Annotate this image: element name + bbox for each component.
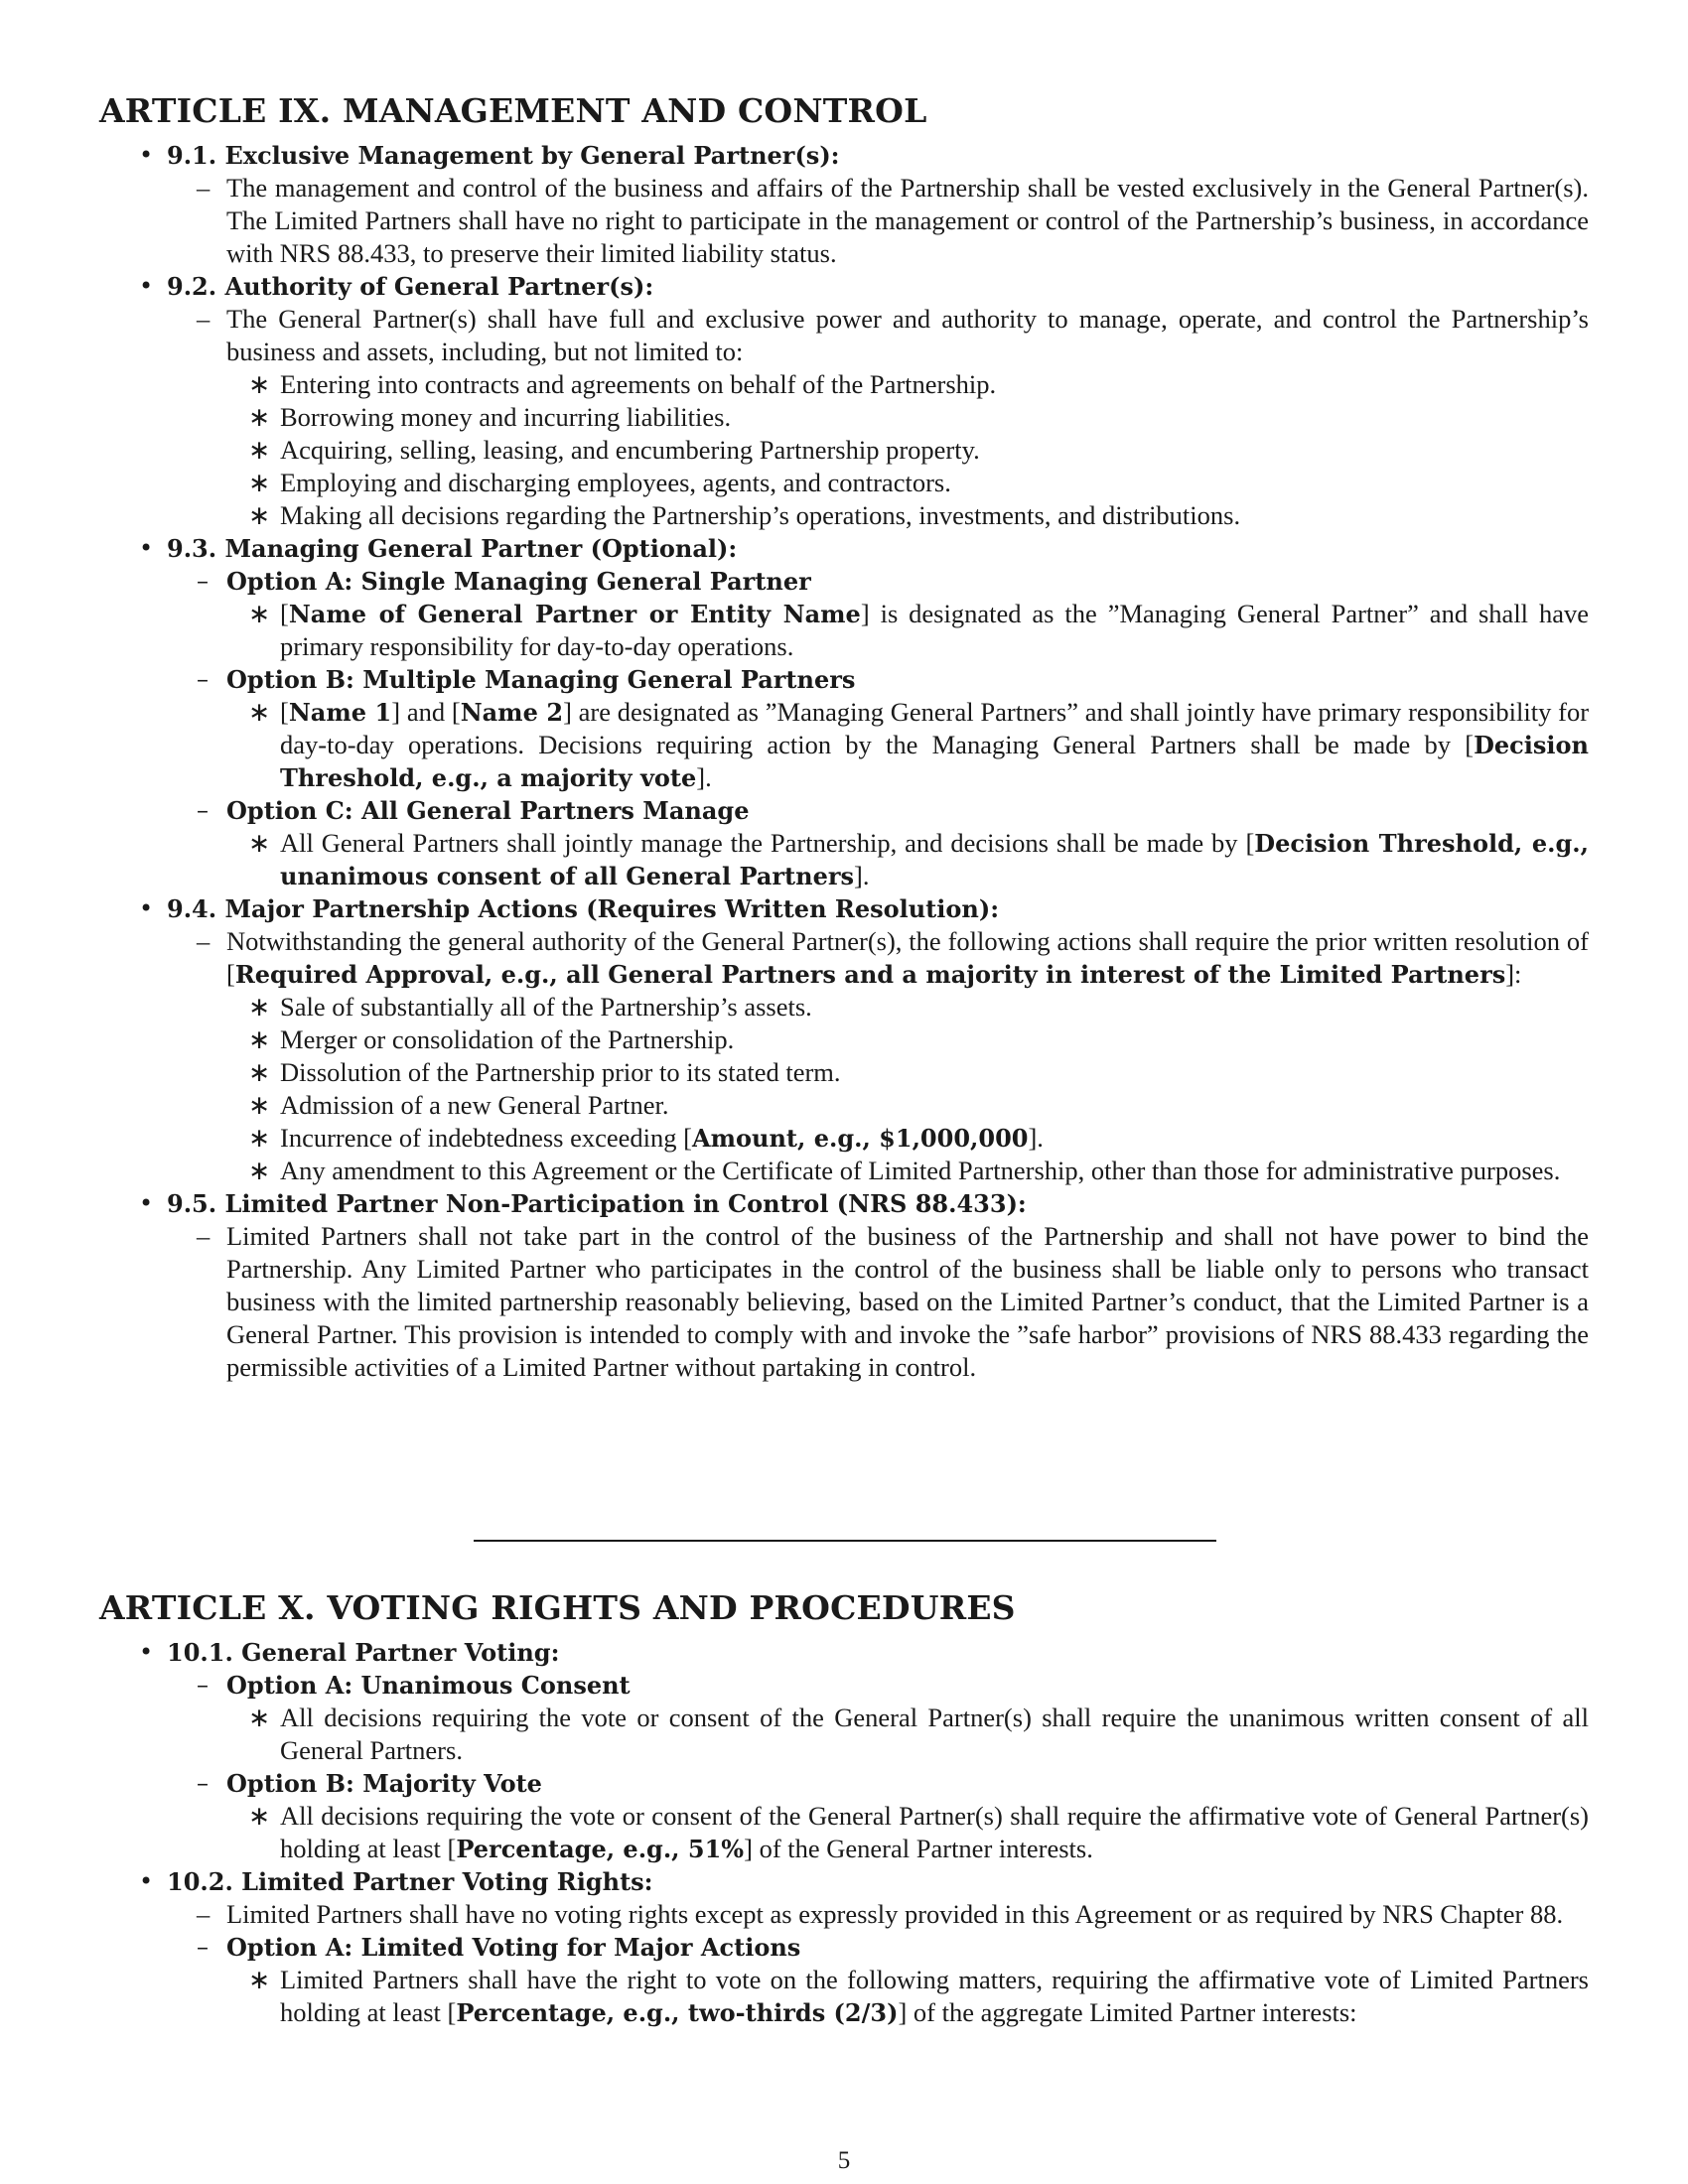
section-9-2-text: – The General Partner(s) shall have full and exclusive power and authority to manage, operate, and control the Partnership’s business and assets, including, but not limited to: <box>99 303 1589 368</box>
page-number: 5 <box>837 2147 851 2174</box>
section-9-4-heading: • 9.4. Major Partnership Actions (Requires Written Resolution): <box>99 892 1589 925</box>
section-10-1-heading: • 10.1. General Partner Voting: <box>99 1636 1589 1669</box>
option-text: All decisions requiring the vote or consent of the General Partner(s) shall require the affirmative vote of General Partner(s) holding at least <box>280 1801 1589 1863</box>
placeholder-field: Name 2 <box>460 698 564 727</box>
list-item: ∗ Merger or consolidation of the Partnership. <box>99 1024 1589 1056</box>
section-10-2-text: – Limited Partners shall have no voting rights except as expressly provided in this Agreement or as required by NRS Chapter 88. <box>99 1898 1589 1931</box>
section-divider <box>474 1540 1216 1542</box>
section-9-5-heading: • 9.5. Limited Partner Non-Participation in Control (NRS 88.433): <box>99 1187 1589 1220</box>
option-b-heading: – Option B: Multiple Managing General Partners <box>99 663 1589 696</box>
placeholder-field: Required Approval, e.g., all General Partners and a majority in interest of the Limited Partners <box>234 960 1506 989</box>
placeholder-field: Amount, e.g., $1,000,000 <box>691 1124 1029 1153</box>
option-b-heading: – Option B: Majority Vote <box>99 1767 1589 1800</box>
section-9-5-text: – Limited Partners shall not take part in the control of the business of the Partnership and shall not have power to bind the Partnership. Any Limited Partner who participates in the control of the business shall be liable only to persons who transact business with the limited partnership reasonably believing, based on the Limited Partner’s conduct, that the Limited Partner is a General Partner. This provision is intended to comply with and invoke the ”safe harbor” provisions of NRS 88.433 regarding the permissible activities of a Limited Partner without partaking in control. <box>99 1220 1589 1384</box>
list-item: ∗ Sale of substantially all of the Partnership’s assets. <box>99 991 1589 1024</box>
placeholder-field: Decision Threshold, e.g., a majority vote <box>280 731 1589 792</box>
list-item: ∗ Employing and discharging employees, agents, and contractors. <box>99 467 1589 499</box>
option-b-text: ∗ All decisions requiring the vote or consent of the General Partner(s) shall require the affirmative vote of General Partner(s) holding at least [Percentage, e.g., 51%] of the General Partner interests. <box>99 1800 1589 1865</box>
article-10 <box>99 1588 1589 2029</box>
list-item: ∗ Incurrence of indebtedness exceeding [Amount, e.g., $1,000,000]. <box>99 1122 1589 1155</box>
section-9-2-heading: • 9.2. Authority of General Partner(s): <box>99 270 1589 303</box>
list-item: ∗ Dissolution of the Partnership prior to its stated term. <box>99 1056 1589 1089</box>
list-item: ∗ Any amendment to this Agreement or the Certificate of Limited Partnership, other than those for administrative purposes. <box>99 1155 1589 1187</box>
placeholder-field: Decision Threshold, e.g., unanimous consent of all General Partners <box>280 829 1589 890</box>
section-9-1-text: – The management and control of the business and affairs of the Partnership shall be vested exclusively in the General Partner(s). The Limited Partners shall have no right to participate in the management or control of the Partnership’s business, in accordance with NRS 88.433, to preserve their limited liability status. <box>99 172 1589 270</box>
option-text: All General Partners shall jointly manage the Partnership, and decisions shall be made by <box>280 828 1238 858</box>
section-text: Notwithstanding the general authority of the General Partner(s), the following actions shall require the prior written resolution of <box>226 926 1589 956</box>
section-10-2-heading: • 10.2. Limited Partner Voting Rights: <box>99 1865 1589 1898</box>
option-a-heading: – Option A: Single Managing General Partner <box>99 565 1589 598</box>
option-b-text: ∗ [Name 1] and [Name 2] are designated as ”Managing General Partners” and shall jointly have primary responsibility for day-to-day operations. Decisions requiring action by the Managing General Partners shall be made by [Decision Threshold, e.g., a majority vote]. <box>99 696 1589 794</box>
list-item: ∗ Admission of a new General Partner. <box>99 1089 1589 1122</box>
option-text: of the aggregate Limited Partner interests: <box>913 1997 1357 2027</box>
option-a-heading: – Option A: Limited Voting for Major Actions <box>99 1931 1589 1964</box>
article-9 <box>99 91 1589 1384</box>
list-item: ∗ Making all decisions regarding the Partnership’s operations, investments, and distributions. <box>99 499 1589 532</box>
article-10-title: ARTICLE X. VOTING RIGHTS AND PROCEDURES <box>99 1588 1016 1627</box>
option-a-text: ∗ All decisions requiring the vote or consent of the General Partner(s) shall require the unanimous written consent of all General Partners. <box>99 1702 1589 1767</box>
option-a-text: ∗ [Name of General Partner or Entity Name] is designated as the ”Managing General Partner” and shall have primary responsibility for day-to-day operations. <box>99 598 1589 663</box>
option-text: Limited Partners shall have the right to vote on the following matters, requiring the affirmative vote of Limited Partners holding at least <box>280 1965 1589 2027</box>
option-a-text: ∗ Limited Partners shall have the right to vote on the following matters, requiring the affirmative vote of Limited Partners holding at least [Percentage, e.g., two-thirds (2/3)] of the aggregate Limited Partner interests: <box>99 1964 1589 2029</box>
option-text: are designated as ”Managing General Partners” and shall jointly have primary responsibility for day-to-day operations. Decisions requiring action by the Managing General Partners shall be made by <box>280 697 1590 759</box>
article-9-title: ARTICLE IX. MANAGEMENT AND CONTROL <box>99 91 927 130</box>
placeholder-field: Name 1 <box>288 698 392 727</box>
option-c-heading: – Option C: All General Partners Manage <box>99 794 1589 827</box>
option-text: is designated as the ”Managing General Partner” and shall have primary responsibility for day-to-day operations. <box>280 599 1589 661</box>
section-9-1-heading: • 9.1. Exclusive Management by General Partner(s): <box>99 139 1589 172</box>
section-9-4-text: – Notwithstanding the general authority of the General Partner(s), the following actions shall require the prior written resolution of [Required Approval, e.g., all General Partners and a majority in interest of the Limited Partners]: <box>99 925 1589 991</box>
placeholder-field: Name of General Partner or Entity Name <box>288 600 861 628</box>
placeholder-field: Percentage, e.g., 51% <box>456 1835 745 1863</box>
option-a-heading: – Option A: Unanimous Consent <box>99 1669 1589 1702</box>
list-item: ∗ Acquiring, selling, leasing, and encumbering Partnership property. <box>99 434 1589 467</box>
option-text: and <box>406 697 446 727</box>
item-text: Incurrence of indebtedness exceeding <box>280 1123 677 1153</box>
option-text: of the General Partner interests. <box>759 1834 1093 1863</box>
option-c-text: ∗ All General Partners shall jointly manage the Partnership, and decisions shall be made by [Decision Threshold, e.g., unanimous consent of all General Partners]. <box>99 827 1589 892</box>
section-9-3-heading: • 9.3. Managing General Partner (Optional): <box>99 532 1589 565</box>
list-item: ∗ Entering into contracts and agreements on behalf of the Partnership. <box>99 368 1589 401</box>
placeholder-field: Percentage, e.g., two-thirds (2/3) <box>456 1998 899 2027</box>
list-item: ∗ Borrowing money and incurring liabilities. <box>99 401 1589 434</box>
